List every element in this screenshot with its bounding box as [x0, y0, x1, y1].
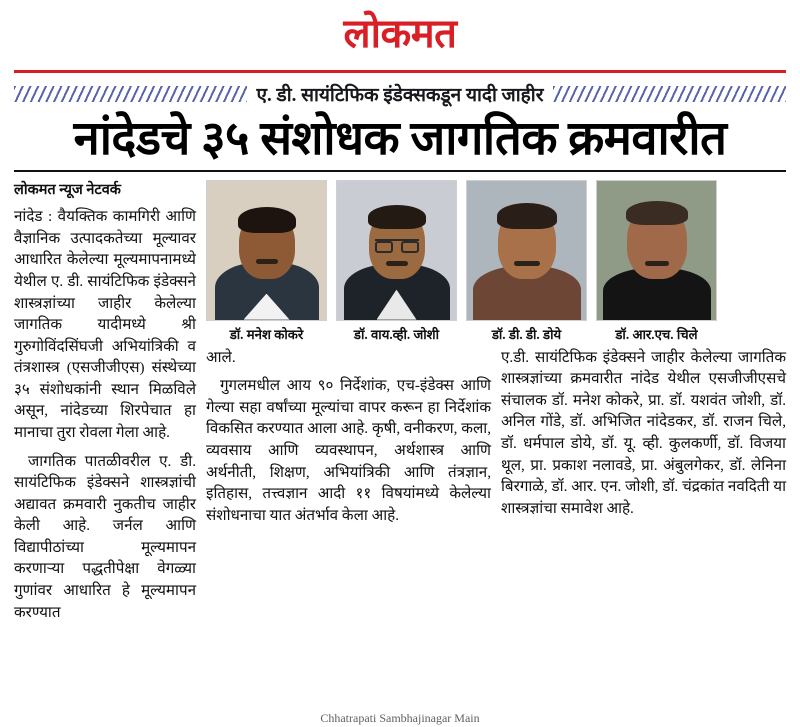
page-headline: नांदेडचे ३५ संशोधक जागतिक क्रमवारीत	[73, 113, 727, 165]
paragraph: जागतिक पातळीवरील ए. डी. सायंटिफिक इंडेक्सने शास्त्रज्ञांची अद्यावत क्रमवारी नुकतीच जाहीर केली आहे. जर्नल आणि विद्यापीठांच्या मूल्यमापन करणाऱ्या पद्धतीपेक्षा वेगळ्या गुणांवर आधारित हे मूल्यमापन करण्यात	[14, 452, 196, 621]
photo-strip	[206, 180, 786, 343]
photo-caption: डॉ. डी. डी. डोये	[491, 326, 562, 342]
article-column-2	[206, 347, 491, 534]
headline-divider	[14, 170, 786, 172]
paragraph: नांदेड : वैयक्तिक कामगिरी आणि वैज्ञानिक उत्पादकतेच्या मूल्यावर आधारित केलेल्या मूल्यमापनामध्ये येथील ए. डी. सायंटिफिक इंडेक्सने शास्त्रज्ञांच्या जाहीर केलेल्या जागतिक यादीमध्ये श्री गुरुगोविंदसिंघजी अभियांत्रिकी व तंत्रशास्त्र (एसजीजीएस) संस्थेच्या ३५ संशोधकांनी स्थान मिळविले असून, नांदेडच्या शिरपेचात हा मानाचा तुरा रोवला गेला आहे.	[14, 208, 196, 441]
photo-caption: डॉ. आर.एच. चिले	[615, 326, 698, 342]
kicker-row	[14, 73, 786, 111]
paragraph: गुगलमधील आय ९० निर्देशांक, एच-इंडेक्स आणि गेल्या सहा वर्षांच्या मूल्यांचा वापर करून हा निर्देशांक विकसित करण्यात आला आहे. कृषी, वनीकरण, कला, व्यवसाय आणि व्यवस्थापन, अर्थशास्त्र आणि अर्थनीती, शिक्षण, अभियांत्रिकी आणि तंत्रज्ञान, इतिहास, तत्त्वज्ञान आदी ११ विषयांमध्ये केलेल्या संशोधनाचा यात अंतर्भाव केला आहे.	[206, 377, 491, 524]
portrait-photo	[206, 180, 327, 321]
portrait-photo	[336, 180, 457, 321]
article-right-section	[206, 180, 786, 534]
masthead	[14, 0, 786, 60]
byline: लोकमत न्यूज नेटवर्क	[14, 181, 121, 198]
photo-caption: डॉ. वाय.व्ही. जोशी	[353, 326, 440, 342]
portrait-photo	[596, 180, 717, 321]
paragraph: आले.	[206, 348, 236, 366]
hatch-decoration-right	[553, 86, 786, 102]
photo-card	[206, 180, 327, 343]
page-footer: Chhatrapati Sambhajinagar Main	[320, 711, 480, 725]
hatch-decoration-left	[14, 86, 247, 102]
article-body	[14, 180, 786, 631]
photo-card	[466, 180, 587, 343]
photo-card	[336, 180, 457, 343]
article-column-1	[14, 180, 196, 631]
lower-columns	[206, 347, 786, 534]
article-column-3	[501, 347, 786, 534]
lokmat-logo: लोकमत	[343, 11, 457, 56]
photo-caption: डॉ. मनेश कोकरे	[229, 326, 304, 342]
portrait-photo	[466, 180, 587, 321]
paragraph: ए.डी. सायंटिफिक इंडेक्सने जाहीर केलेल्या जागतिक शास्त्रज्ञांच्या क्रमवारीत नांदेड येथील एसजीजीएसचे संचालक डॉ. मनेश कोकरे, प्रा. डॉ. यशवंत जोशी, डॉ. अनिल गोंडे, डॉ. अभिजित नांदेडकर, डॉ. राजन चिले, डॉ. धर्मपाल डोये, डॉ. यू. व्ही. कुलकर्णी, डॉ. विजया थूल, प्रा. प्रकाश नलावडे, प्रा. अंबुलगेकर, डॉ. लेनिना बिरगाळे, डॉ. आर. एन. जोशी, डॉ. चंद्रकांत नवदिती या शास्त्रज्ञांचा समावेश आहे.	[501, 348, 786, 517]
photo-card	[596, 180, 717, 343]
kicker-text: ए. डी. सायंटिफिक इंडेक्सकडून यादी जाहीर	[256, 85, 544, 106]
